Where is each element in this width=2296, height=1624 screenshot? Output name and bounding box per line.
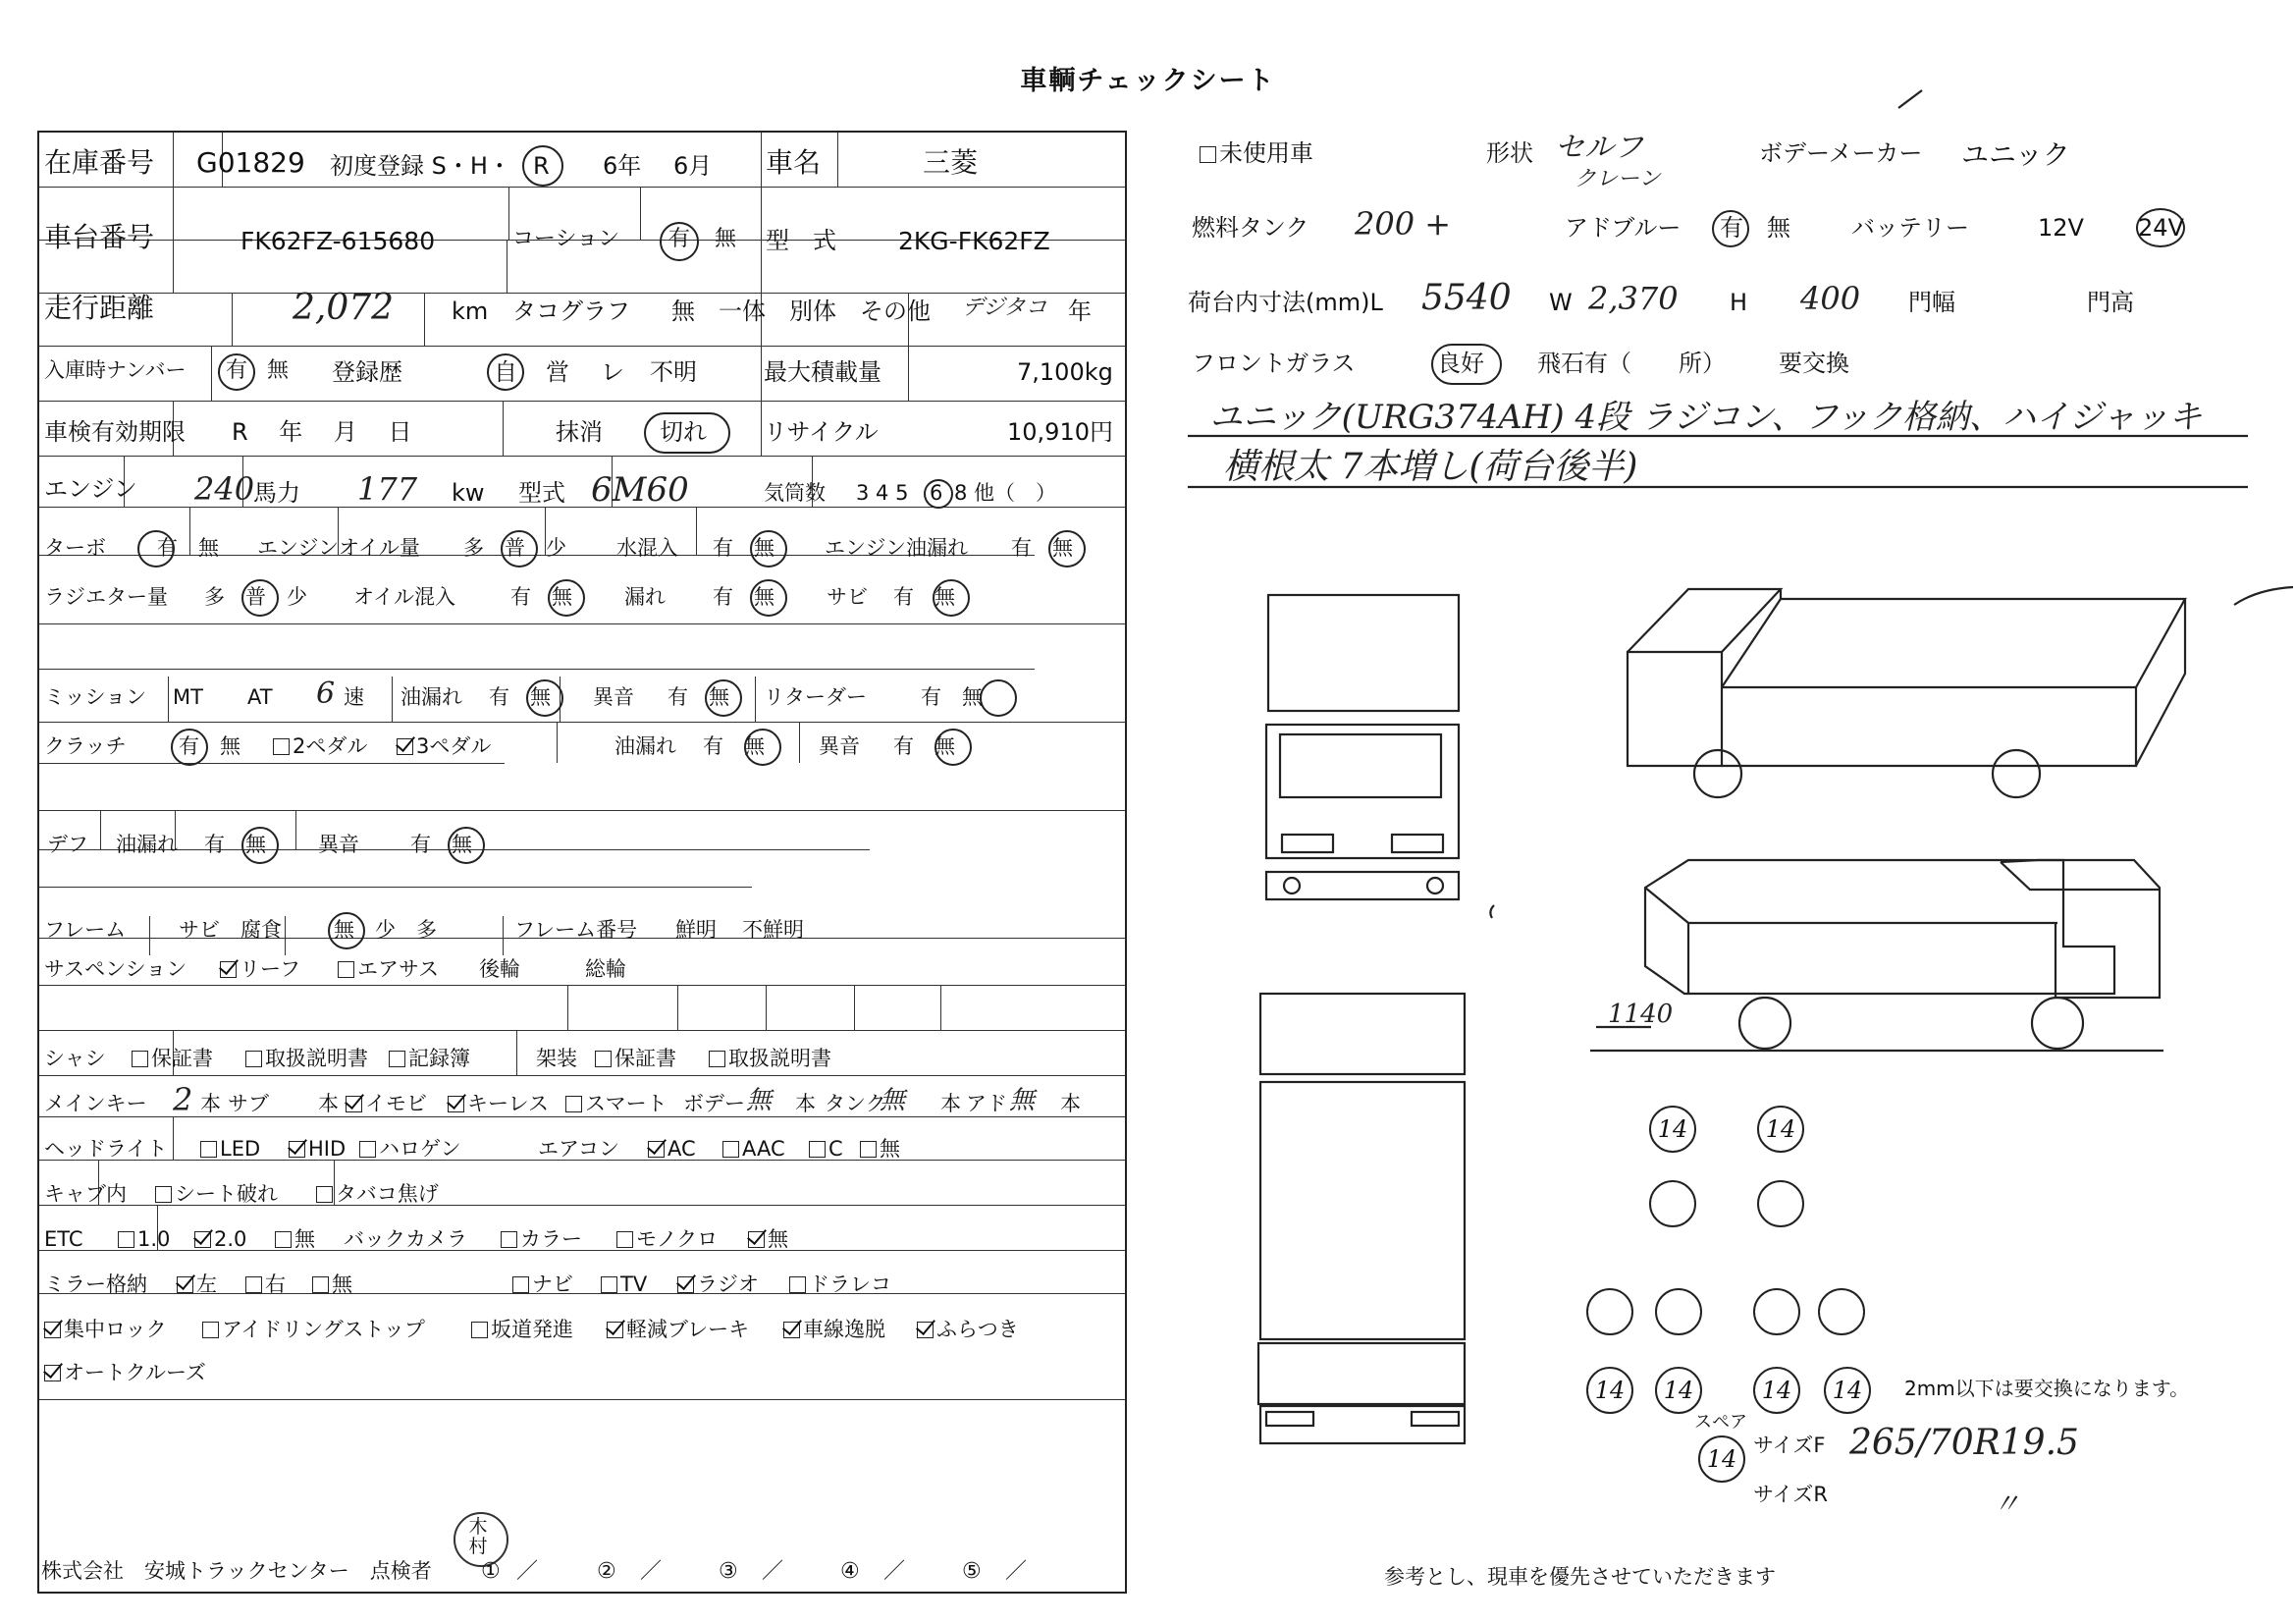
windshield-good: 良好	[1437, 350, 1484, 377]
size-front-value: 265/70R19.5	[1849, 1423, 2079, 1463]
size-front-label: サイズF	[1753, 1434, 1826, 1457]
front-view-tow-left	[1284, 878, 1300, 893]
mirror-label: ミラー格納	[44, 1272, 147, 1296]
engine-type-value: 6M60	[591, 470, 689, 510]
first-reg-year: 6年	[603, 152, 642, 180]
collision-brake-text: 軽減ブレーキ	[626, 1318, 750, 1341]
gate-height-label: 門高	[2087, 289, 2134, 316]
frame-no-clear: 鮮明	[675, 918, 717, 942]
tachograph-year: 年	[1068, 298, 1092, 325]
reg-history-label: 登録歴	[332, 358, 402, 386]
shape-value-1: セルフ	[1555, 131, 1643, 165]
cancel-label: 抹消	[556, 418, 603, 446]
diff-noise-label: 異音	[318, 833, 359, 856]
ad-key-unit: 本	[1060, 1092, 1081, 1115]
company-inspector: 株式会社 安城トラックセンター 点検者	[41, 1559, 432, 1583]
mileage-value: 2,072	[293, 288, 395, 328]
tire-front-right: 14	[1757, 1106, 1804, 1153]
caution-label: コーション	[512, 227, 620, 251]
model-value: 2KG-FK62FZ	[898, 227, 1050, 255]
check-sep-4: ／	[883, 1559, 906, 1584]
tire-note: 2mm以下は要交換になります。	[1904, 1377, 2190, 1400]
body-key-label: ボデー	[683, 1092, 745, 1115]
engine-hp-unit: 馬力	[253, 479, 300, 507]
check-4: ④	[840, 1559, 860, 1584]
dashcam-text: ドラレコ	[809, 1272, 891, 1296]
mirror-none-text: 無	[332, 1272, 352, 1296]
side2-bed-inner	[1645, 888, 2057, 923]
diff-oil-leak-options: 有 無	[204, 833, 266, 856]
battery-12v: 12V	[2038, 214, 2084, 242]
check-1: ①	[481, 1559, 501, 1584]
mileage-unit: km	[452, 298, 489, 325]
diff-noise-options: 有 無	[410, 833, 472, 856]
main-key-unit: 本	[200, 1092, 221, 1115]
sheet-title: 車輌チェックシート	[1020, 66, 1276, 96]
suspension-all: 総輪	[585, 957, 626, 981]
top-view-cab	[1268, 595, 1459, 711]
tire-spare: 14	[1698, 1435, 1745, 1483]
suspension-air-text: エアサス	[357, 957, 440, 981]
front-view-light-right	[1392, 835, 1443, 852]
diff-label: デフ	[47, 833, 88, 856]
suspension-leaf-text: リーフ	[240, 957, 300, 981]
body-maker-label: ボデーメーカー	[1759, 139, 1923, 167]
inspection-date: R 年 月 日	[232, 418, 412, 446]
oil-mix-options: 有 無	[510, 585, 572, 609]
reg-history-rental: レ	[601, 358, 624, 386]
oil-mix-label: オイル混入	[353, 585, 455, 609]
side1-cab-front	[1628, 652, 1722, 766]
fuel-tank-label: 燃料タンク	[1192, 214, 1309, 242]
cylinders-options: 3 4 5	[856, 481, 909, 505]
check-sep-1: ／	[516, 1559, 539, 1584]
inspection-label: 車検有効期限	[44, 418, 186, 446]
clutch-options: 有 無	[179, 734, 240, 758]
reg-history-business: 営	[546, 358, 569, 386]
unused-car-text: 未使用車	[1219, 139, 1313, 167]
tire-rearup-3	[1753, 1288, 1800, 1335]
max-load-value: 7,100kg	[1017, 358, 1113, 386]
plate-label: 入庫時ナンバー	[44, 358, 187, 382]
navi-text: ナビ	[532, 1272, 573, 1296]
rear-view-light-left	[1266, 1412, 1313, 1426]
aircon-ac-text: AC	[667, 1137, 696, 1161]
tire-rearup-1	[1586, 1288, 1633, 1335]
leak-options: 有 無	[713, 585, 774, 609]
side2-cab-outline	[2001, 860, 2160, 998]
frame-rust-label: サビ 腐食	[179, 918, 282, 942]
cylinders-label: 気筒数	[764, 481, 826, 505]
engine-oil-label: エンジンオイル量	[257, 536, 420, 560]
tire-rear-3: 14	[1753, 1367, 1800, 1414]
stray-mark-2	[2234, 587, 2293, 605]
plate-no: 無	[267, 358, 290, 383]
body-manual-text: 取扱説明書	[728, 1047, 831, 1070]
front-view-bumper	[1266, 872, 1459, 899]
clutch-label: クラッチ	[44, 734, 127, 758]
rear-view-bed	[1260, 1082, 1465, 1339]
car-name-value: 三菱	[923, 146, 979, 179]
headlight-label: ヘッドライト	[44, 1137, 168, 1161]
main-key-count: 2	[173, 1081, 193, 1118]
backcam-color-text: カラー	[520, 1227, 582, 1251]
keyless-text: キーレス	[467, 1092, 549, 1115]
tachograph-options: 無 一体 別体 その他	[671, 298, 931, 325]
radiator-options: 多 普 少	[204, 585, 307, 609]
cylinders-rest: 8 他（ ）	[954, 481, 1057, 505]
battery-label: バッテリー	[1851, 214, 1969, 242]
tire-front-left: 14	[1649, 1106, 1696, 1153]
aircon-c-text: C	[828, 1137, 843, 1161]
front-view-light-left	[1282, 835, 1333, 852]
suspension-label: サスペンション	[44, 957, 187, 981]
main-key-label: メインキー	[44, 1092, 147, 1115]
radiator-label: ラジエター量	[44, 585, 168, 609]
body-key-unit: 本	[795, 1092, 816, 1115]
clutch-noise-label: 異音	[819, 734, 860, 758]
aircon-aac-text: AAC	[742, 1137, 785, 1161]
bed-height: 400	[1800, 280, 1861, 317]
reg-history-unknown: 不明	[650, 358, 697, 386]
central-lock-text: 集中ロック	[64, 1318, 167, 1341]
tire-rearup-4	[1818, 1288, 1865, 1335]
tv-text: TV	[620, 1272, 648, 1296]
suspension-rear: 後輪	[479, 957, 520, 981]
tank-key-unit: 本	[940, 1092, 961, 1115]
mission-at: AT	[247, 685, 273, 709]
water-mix-options: 有 無	[713, 536, 774, 560]
engine-kw: 177	[357, 470, 418, 508]
tire-rear-2: 14	[1655, 1367, 1702, 1414]
front-view-windshield	[1280, 734, 1441, 797]
backcam-label: バックカメラ	[344, 1227, 467, 1251]
cab-label: キャブ内	[44, 1182, 127, 1206]
rear-view-light-right	[1412, 1412, 1459, 1426]
mission-speed-unit: 速	[344, 685, 364, 709]
side2-bed-outline	[1645, 860, 2114, 994]
engine-type-label: 型式	[518, 479, 565, 507]
check-sep-2: ／	[640, 1559, 663, 1584]
stock-no-label: 在庫番号	[44, 146, 155, 179]
stray-mark-1	[1898, 90, 1922, 108]
tank-key-label: タンク	[825, 1092, 886, 1115]
mission-oil-leak-label: 油漏れ	[400, 685, 462, 709]
tachograph-label: タコグラフ	[512, 298, 630, 325]
tank-key-count: 無	[880, 1086, 906, 1115]
clutch-noise-options: 有 無	[893, 734, 955, 758]
clutch-oil-leak-options: 有 無	[703, 734, 765, 758]
chassis-no-value: FK62FZ-615680	[240, 227, 436, 255]
lane-departure-text: 車線逸脱	[803, 1318, 885, 1341]
chassis-warranty-text: 保証書	[151, 1047, 213, 1070]
engine-leak-label: エンジン油漏れ	[825, 536, 968, 560]
side1-wheel-front	[1694, 750, 1741, 797]
size-rear-value: 〃	[1993, 1488, 2021, 1520]
tire-mid-right	[1757, 1180, 1804, 1227]
engine-hp: 240	[194, 470, 255, 508]
headlight-hid-text: HID	[308, 1137, 347, 1161]
side1-bed-top	[1722, 599, 2185, 687]
headlight-halogen-text: ハロゲン	[379, 1137, 461, 1161]
mirror-left-text: 左	[196, 1272, 217, 1296]
model-label: 型 式	[766, 227, 836, 254]
side2-cab-top	[2001, 862, 2160, 890]
windshield-label: フロントガラス	[1192, 350, 1356, 377]
hill-start-text: 坂道発進	[491, 1318, 573, 1341]
rear-view-cab	[1260, 994, 1465, 1074]
aircon-none-text: 無	[880, 1137, 900, 1161]
cab-tobacco-text: タバコ焦げ	[336, 1182, 439, 1206]
ad-key-count: 無	[1009, 1086, 1036, 1115]
cab-seat-text: シート破れ	[175, 1182, 278, 1206]
recycle-value: 10,910円	[1007, 418, 1113, 446]
side1-bed-side	[2136, 599, 2185, 766]
chassis-no-label: 車台番号	[44, 221, 155, 253]
caution-no: 無	[715, 227, 737, 251]
spare-label: スペア	[1694, 1412, 1747, 1433]
side2-wheel-front	[2032, 998, 2083, 1049]
reference-note: 参考とし、現車を優先させていただきます	[1384, 1565, 1776, 1589]
sub-key-unit: 本	[318, 1092, 339, 1115]
mileage-label: 走行距離	[44, 292, 155, 324]
tire-rear-4: 14	[1824, 1367, 1871, 1414]
check-3: ③	[719, 1559, 738, 1584]
mirror-right-text: 右	[265, 1272, 286, 1296]
immobilizer-text: イモビ	[365, 1092, 427, 1115]
rust-label: サビ	[827, 585, 868, 609]
frame-rust-options: 無 少 多	[334, 918, 437, 942]
notes-line-2: 横根太 7本増し(荷台後半)	[1223, 447, 1638, 487]
leak-label: 漏れ	[624, 585, 666, 609]
aircon-label: エアコン	[538, 1137, 619, 1161]
etc-v1-text: 1.0	[137, 1227, 171, 1251]
size-rear-label: サイズR	[1753, 1483, 1828, 1506]
check-2: ②	[597, 1559, 616, 1584]
etc-none-text: 無	[294, 1227, 315, 1251]
tachograph-handwritten: デジタコ	[962, 296, 1047, 320]
plate-yes: 有	[226, 358, 248, 383]
mission-oil-leak-options: 有 無	[489, 685, 551, 709]
body-maker-value: ユニック	[1961, 138, 2070, 171]
body-docs-label: 架装	[536, 1047, 577, 1070]
tire-rearup-2	[1655, 1288, 1702, 1335]
turbo-label: ターボ	[44, 536, 106, 560]
chassis-record-text: 記録簿	[408, 1047, 470, 1070]
max-load-label: 最大積載量	[764, 358, 881, 386]
recycle-label: リサイクル	[764, 418, 879, 446]
idling-stop-text: アイドリングストップ	[222, 1318, 425, 1341]
bed-length: 5540	[1421, 278, 1512, 318]
fuel-tank-value: 200 +	[1355, 205, 1452, 243]
clutch-2pedal-text: 2ペダル	[293, 734, 368, 758]
caution-yes: 有	[668, 227, 691, 251]
engine-oil-options: 多 普 少	[463, 536, 566, 560]
side1-bed-front	[1722, 687, 2136, 766]
bed-height-label: H	[1730, 289, 1748, 316]
clutch-3pedal-text: 3ペダル	[416, 734, 492, 758]
backcam-none-text: 無	[768, 1227, 788, 1251]
mission-noise-options: 有 無	[667, 685, 729, 709]
gate-width-label: 門幅	[1908, 289, 1955, 316]
battery-24v: 24V	[2138, 214, 2184, 242]
shape-label: 形状	[1486, 139, 1533, 167]
frame-no-label: フレーム番号	[514, 918, 638, 942]
shape-value-2: クレーン	[1575, 167, 1661, 191]
auto-cruise-text: オートクルーズ	[64, 1361, 206, 1384]
body-warranty-text: 保証書	[614, 1047, 676, 1070]
frame-no-unclear: 不鮮明	[742, 918, 804, 942]
wobble-alert-text: ふらつき	[936, 1318, 1019, 1341]
side2-wheel-rear	[1739, 998, 1790, 1049]
chassis-docs-label: シャシ	[44, 1047, 106, 1070]
first-reg-label: 初度登録 S・H・	[330, 152, 511, 180]
stock-no-value: G01829	[196, 146, 305, 179]
side1-wheel-rear	[1993, 750, 2040, 797]
stray-mark-3	[1490, 905, 1494, 918]
water-mix-label: 水混入	[616, 536, 678, 560]
check-5: ⑤	[962, 1559, 982, 1584]
first-reg-month: 6月	[673, 152, 713, 180]
bed-dims-label: 荷台内寸法(mm)L	[1188, 289, 1383, 316]
adblue-options: 有 無	[1720, 214, 1790, 242]
engine-kw-unit: kw	[452, 479, 485, 507]
clutch-oil-leak-label: 油漏れ	[614, 734, 676, 758]
car-name-label: 車名	[766, 146, 822, 179]
mission-mt: MT	[173, 685, 203, 709]
smart-key-text: スマート	[585, 1092, 667, 1115]
chip-label: 飛石有（ 所）	[1537, 350, 1726, 377]
backcam-mono-text: モノクロ	[636, 1227, 719, 1251]
etc-label: ETC	[44, 1227, 83, 1251]
mission-noise-label: 異音	[593, 685, 634, 709]
body-key-count: 無	[746, 1086, 773, 1115]
replace-label: 要交換	[1779, 350, 1849, 377]
frame-label: フレーム	[44, 918, 127, 942]
era-value: R	[533, 152, 550, 180]
check-sep-3: ／	[762, 1559, 784, 1584]
bed-width: 2,370	[1588, 280, 1679, 317]
headlight-led-text: LED	[220, 1137, 261, 1161]
tire-rear-1: 14	[1586, 1367, 1633, 1414]
adblue-label: アドブルー	[1565, 214, 1682, 242]
retarder-label: リターダー	[764, 685, 867, 709]
height-annotation: 1140	[1608, 1000, 1674, 1029]
mission-speed-count: 6	[316, 677, 336, 711]
check-sep-5: ／	[1005, 1559, 1028, 1584]
sub-key-label: サブ	[228, 1092, 269, 1115]
mission-label: ミッション	[44, 685, 147, 709]
radio-text: ラジオ	[697, 1272, 759, 1296]
retarder-options: 有 無	[921, 685, 983, 709]
engine-leak-options: 有 無	[1011, 536, 1073, 560]
inspector-stamp-text: 木村	[468, 1516, 488, 1557]
tire-mid-left	[1649, 1180, 1696, 1227]
diff-oil-leak-label: 油漏れ	[116, 833, 178, 856]
chassis-manual-text: 取扱説明書	[265, 1047, 368, 1070]
rear-view-bumper	[1258, 1343, 1465, 1404]
etc-v2-text: 2.0	[214, 1227, 247, 1251]
bed-width-label: W	[1549, 289, 1573, 316]
front-view-tow-right	[1427, 878, 1443, 893]
front-view-body	[1266, 725, 1459, 858]
turbo-options: 有 無	[157, 536, 219, 560]
cylinders-selected: 6	[930, 481, 943, 505]
reg-history-self: 自	[494, 358, 517, 386]
rust-options: 有 無	[893, 585, 955, 609]
ad-key-label: アド	[966, 1092, 1007, 1115]
engine-label: エンジン	[44, 475, 137, 503]
side1-cab-top	[1628, 589, 1781, 652]
expired-label: 切れ	[660, 418, 707, 446]
notes-line-1: ユニック(URG374AH) 4段 ラジコン、フック格納、ハイジャッキ	[1209, 398, 2203, 437]
